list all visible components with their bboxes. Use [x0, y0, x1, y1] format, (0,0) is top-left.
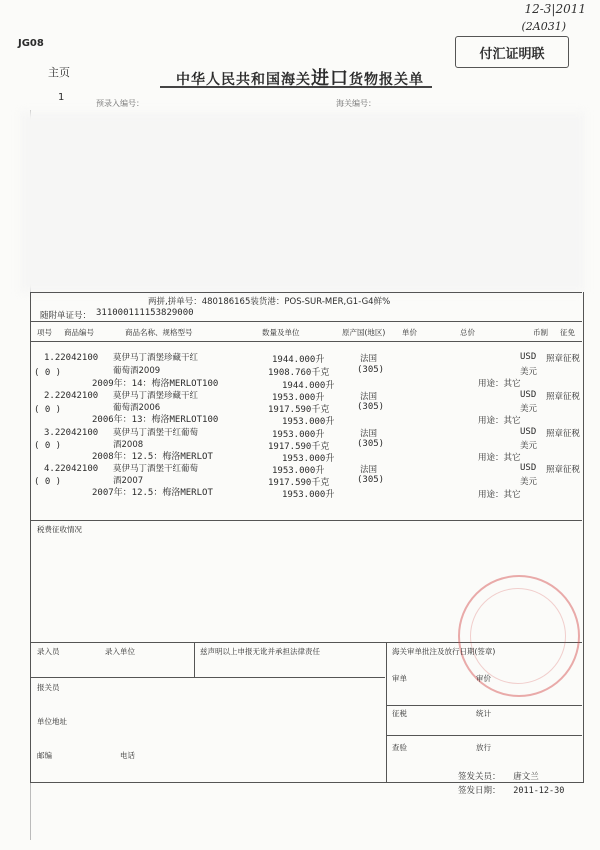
item-origin-code: (305): [357, 402, 385, 412]
item-spec: 2008年：12.5：梅洛MERLOT: [92, 452, 213, 462]
examine-label: 审价: [476, 674, 491, 683]
item-qty-1: 1953.000升: [272, 430, 325, 440]
customs-no-label: 海关编号：: [336, 99, 376, 108]
col-duty: 征免: [560, 328, 575, 337]
cert-number: 311000111153829000: [96, 308, 194, 318]
item-origin-code: (305): [357, 475, 385, 485]
item-qty-3: 1953.000升: [282, 490, 335, 500]
statistics-label: 统计: [476, 709, 491, 718]
item-name-2: 酒2008: [113, 440, 144, 450]
document-code: JG08: [18, 38, 44, 49]
col-goods-code: 商品编号: [64, 328, 94, 337]
inspection-label: 查验: [392, 743, 407, 752]
item-usage: 用途：其它: [478, 490, 521, 500]
vrule-footer-2: [386, 642, 387, 782]
customs-approval-label: 海关审单批注及放行日期(签章): [392, 647, 496, 656]
title-prefix: 中华人民共和国海关: [176, 72, 311, 88]
copy-type-box: 付汇证明联: [455, 36, 569, 68]
main-page-label: 主页: [48, 66, 70, 79]
declaration-text: 兹声明以上申报无讹并承担法律责任: [200, 647, 320, 656]
item-code: 1.22042100: [44, 353, 99, 363]
vrule-footer-1: [194, 642, 195, 678]
item-code: 3.22042100: [44, 428, 99, 438]
item-currency-name: 美元: [520, 477, 538, 487]
item-origin: 法国: [360, 354, 378, 364]
item-spec: 2006年：13：梅洛MERLOT100: [92, 415, 219, 425]
item-qty-2: 1908.760千克: [268, 368, 330, 378]
item-name-1: 莫伊马丁酒堡干红葡萄: [113, 464, 199, 474]
item-qty-3: 1953.000升: [282, 417, 335, 427]
redacted-area: [20, 112, 585, 292]
rule-tax-top: [30, 520, 582, 521]
preparer-label: 预录入编号：: [96, 99, 144, 108]
handwritten-note: 12-3|2011: [524, 2, 586, 16]
rule-footer-right-2: [386, 735, 582, 736]
item-usage: 用途：其它: [478, 453, 521, 463]
tax-section-label: 税费征收情况: [37, 525, 82, 534]
item-origin: 法国: [360, 465, 378, 475]
entry-person-label: 录入员: [37, 647, 60, 656]
item-name-1: 莫伊马丁酒堡珍藏干红: [113, 391, 199, 401]
entry-unit-label: 录入单位: [105, 647, 135, 656]
item-qty-3: 1953.000升: [282, 454, 335, 464]
issued-by-row: [458, 770, 539, 782]
item-origin: 法国: [360, 392, 378, 402]
item-name-1: 莫伊马丁酒堡珍藏干红: [113, 353, 199, 363]
item-qty-1: 1953.000升: [272, 393, 325, 403]
item-currency: USD: [520, 427, 537, 437]
review-label: 审单: [392, 674, 407, 683]
item-currency-name: 美元: [520, 367, 538, 377]
item-spec: 2009年：14：梅洛MERLOT100: [92, 379, 219, 389]
rule-header-bottom: [30, 341, 582, 342]
taxation-label: 征税: [392, 709, 407, 718]
item-duty: 照章征税: [546, 354, 581, 364]
postcode-label: 邮编: [37, 751, 52, 760]
release-label: 放行: [476, 743, 491, 752]
item-name-2: 酒2007: [113, 476, 144, 486]
item-paren: ( 0 ): [34, 477, 62, 487]
item-name-2: 葡萄酒2009: [113, 366, 161, 376]
title-suffix: 货物报关单: [349, 72, 424, 88]
rule-top: [30, 292, 582, 293]
col-unit-price: 单价: [402, 328, 417, 337]
col-total-price: 总价: [460, 328, 475, 337]
col-origin: 原产国(地区): [342, 328, 386, 337]
issued-by-label: 签发关员：: [458, 772, 501, 782]
phone-label: 电话: [120, 751, 135, 760]
item-duty: 照章征税: [546, 392, 581, 402]
item-currency: USD: [520, 463, 537, 473]
item-qty-2: 1917.590千克: [268, 442, 330, 452]
item-qty-2: 1917.590千克: [268, 478, 330, 488]
item-name-2: 葡萄酒2006: [113, 403, 161, 413]
item-code: 4.22042100: [44, 464, 99, 474]
item-paren: ( 0 ): [34, 441, 62, 451]
title-emphasis: 进口: [311, 68, 349, 89]
item-origin-code: (305): [357, 365, 385, 375]
item-origin-code: (305): [357, 439, 385, 449]
handwritten-note-2: (2A031): [521, 20, 566, 33]
item-qty-1: 1953.000升: [272, 466, 325, 476]
cert-label: 随附单证号：: [40, 311, 92, 321]
title-underline: [160, 86, 432, 88]
item-qty-3: 1944.000升: [282, 381, 335, 391]
col-item-no: 项号: [37, 328, 52, 337]
rule-header-top: [30, 321, 582, 322]
item-name-1: 莫伊马丁酒堡干红葡萄: [113, 428, 199, 438]
col-goods-name: 商品名称、规格型号: [125, 328, 193, 337]
item-currency-name: 美元: [520, 404, 538, 414]
item-qty-1: 1944.000升: [272, 355, 325, 365]
marks-line: 两拼,拼单号：480186165装货港：POS-SUR-MER,G1-G4鲜%: [148, 297, 391, 307]
customs-seal-inner: [470, 588, 566, 684]
item-usage: 用途：其它: [478, 416, 521, 426]
item-paren: ( 0 ): [34, 368, 62, 378]
col-qty: 数量及单位: [262, 328, 300, 337]
item-duty: 照章征税: [546, 465, 581, 475]
item-spec: 2007年：12.5：梅洛MERLOT: [92, 488, 213, 498]
item-currency: USD: [520, 352, 537, 362]
item-origin: 法国: [360, 429, 378, 439]
item-qty-2: 1917.590千克: [268, 405, 330, 415]
col-currency: 币制: [533, 328, 548, 337]
issue-date: 2011-12-30: [513, 786, 565, 796]
rule-footer-mid: [30, 677, 385, 678]
item-paren: ( 0 ): [34, 405, 62, 415]
item-usage: 用途：其它: [478, 379, 521, 389]
page-number: 1: [58, 92, 65, 103]
issued-by-name: 唐文兰: [513, 772, 539, 782]
rule-footer-right-1: [386, 705, 582, 706]
unit-address-label: 单位地址: [37, 717, 67, 726]
item-currency-name: 美元: [520, 441, 538, 451]
item-code: 2.22042100: [44, 391, 99, 401]
declarant-label: 报关员: [37, 683, 60, 692]
item-duty: 照章征税: [546, 429, 581, 439]
issue-date-row: [458, 784, 564, 796]
issue-date-label: 签发日期：: [458, 786, 501, 796]
item-currency: USD: [520, 390, 537, 400]
